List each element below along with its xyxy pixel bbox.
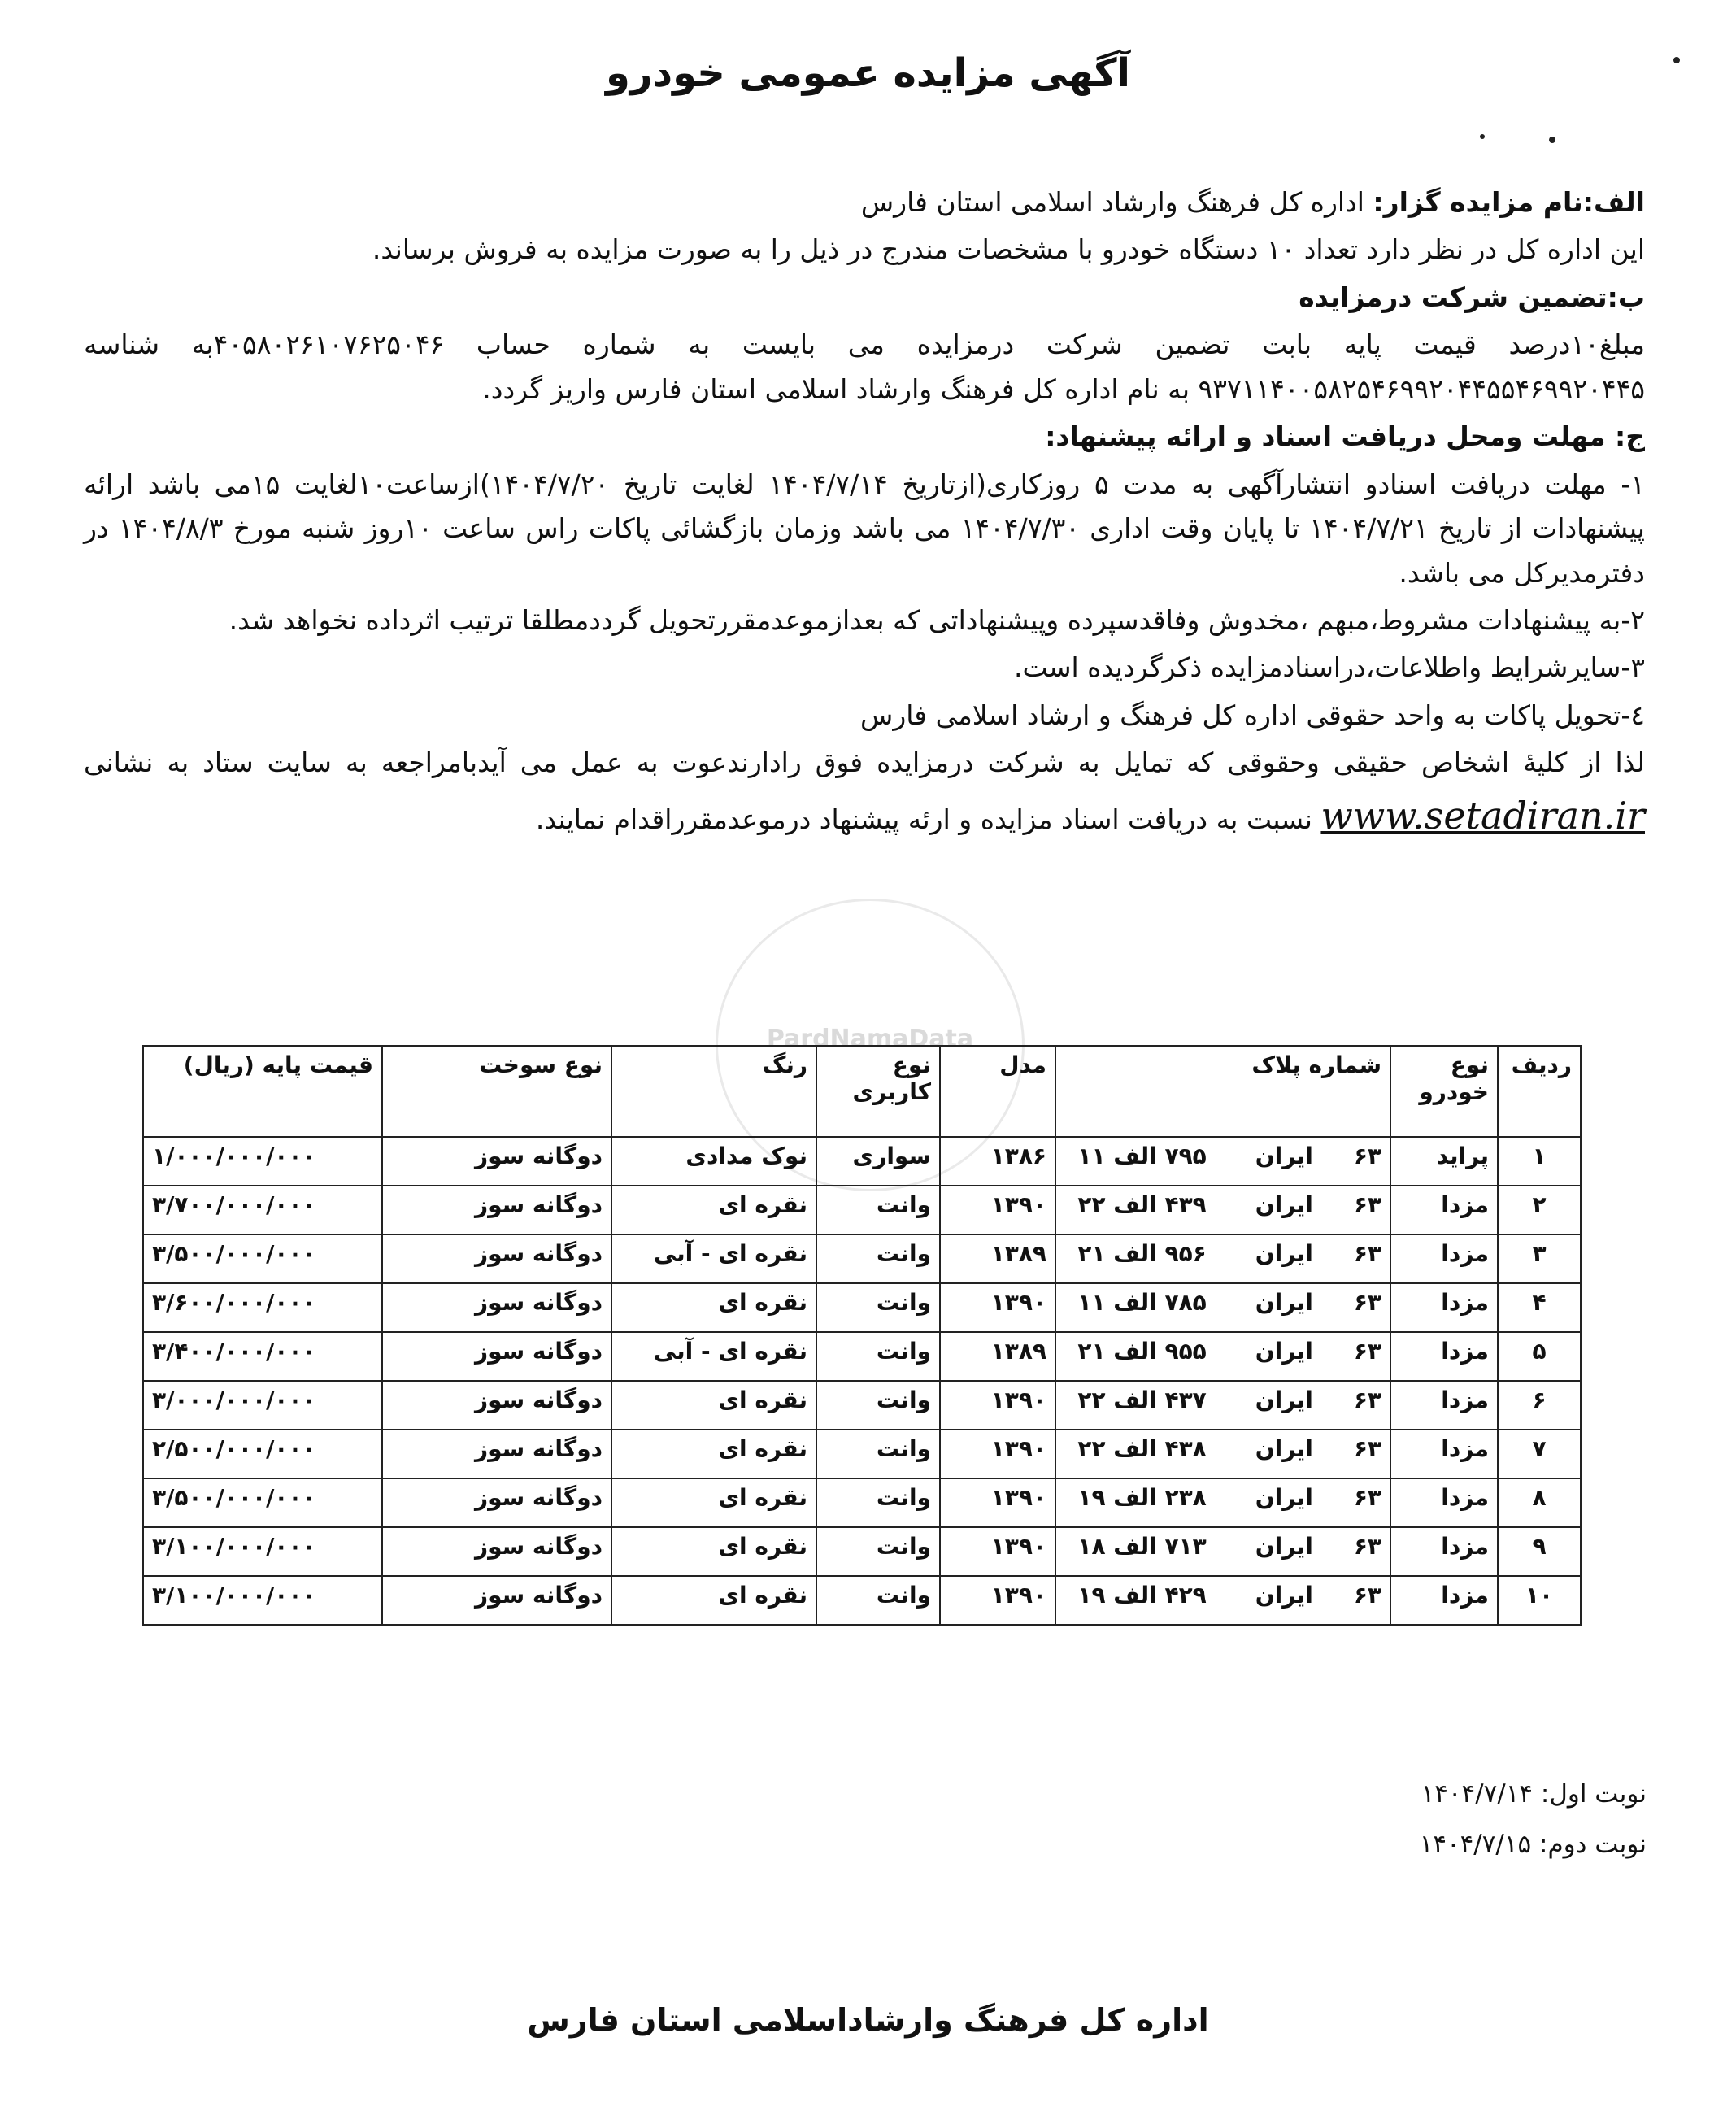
cell-row: ۲ <box>1498 1186 1581 1234</box>
plate-code: ۶۳ <box>1353 1289 1381 1316</box>
cell-row: ۱۰ <box>1498 1576 1581 1625</box>
cell-plate <box>1055 1283 1390 1332</box>
table-row <box>143 1283 1581 1332</box>
plate-code: ۶۳ <box>1353 1338 1381 1365</box>
cell-price: ۳/۷۰۰/۰۰۰/۰۰۰ <box>143 1186 382 1234</box>
cell-price: ۳/۰۰۰/۰۰۰/۰۰۰ <box>143 1381 382 1430</box>
cell-vehicle: مزدا <box>1390 1576 1498 1625</box>
cell-fuel: دوگانه سوز <box>382 1283 611 1332</box>
cell-model: ۱۳۹۰ <box>940 1381 1055 1430</box>
cell-vehicle: پراید <box>1390 1137 1498 1186</box>
cell-color: نقره ای - آبی <box>611 1234 816 1283</box>
cell-plate <box>1055 1478 1390 1527</box>
cell-usage: وانت <box>816 1186 940 1234</box>
cell-color: نقره ای <box>611 1527 816 1576</box>
cell-color: نقره ای <box>611 1381 816 1430</box>
plate-region: ایران <box>1255 1289 1313 1316</box>
cell-vehicle: مزدا <box>1390 1478 1498 1527</box>
plate-region: ایران <box>1255 1387 1313 1413</box>
plate-code: ۶۳ <box>1353 1484 1381 1511</box>
plate-code: ۶۳ <box>1353 1387 1381 1413</box>
cell-fuel: دوگانه سوز <box>382 1576 611 1625</box>
scan-dot <box>1480 134 1485 139</box>
cell-fuel: دوگانه سوز <box>382 1381 611 1430</box>
condition-item-4: ٤-تحویل پاکات به واحد حقوقی اداره کل فرهنگ و ارشاد اسلامی فارس <box>860 699 1645 731</box>
intro-paragraph: این اداره کل در نظر دارد تعداد ۱۰ دستگاه خودرو با مشخصات مندرج در ذیل را به صورت مزایده به فروش برساند. <box>372 233 1645 266</box>
cell-plate <box>1055 1234 1390 1283</box>
plate-region: ایران <box>1255 1191 1313 1218</box>
invite-text: لذا از کلیهٔ اشخاص حقیقی وحقوقی که تمایل به شرکت درمزایده فوق رادارندعوت به عمل می آیدبامراجعه به سایت ستاد به نشانی <box>84 747 1645 779</box>
cell-usage: وانت <box>816 1430 940 1478</box>
plate-number: ۴۳۷ الف ۲۲ <box>1077 1387 1207 1413</box>
cell-fuel: دوگانه سوز <box>382 1137 611 1186</box>
cell-color: نقره ای <box>611 1186 816 1234</box>
cell-color: نقره ای <box>611 1478 816 1527</box>
cell-model: ۱۳۹۰ <box>940 1478 1055 1527</box>
cell-row: ۸ <box>1498 1478 1581 1527</box>
cell-fuel: دوگانه سوز <box>382 1478 611 1527</box>
cell-price: ۳/۴۰۰/۰۰۰/۰۰۰ <box>143 1332 382 1381</box>
cell-usage: وانت <box>816 1283 940 1332</box>
plate-code: ۶۳ <box>1353 1240 1381 1267</box>
cell-fuel: دوگانه سوز <box>382 1430 611 1478</box>
plate-number: ۹۵۵ الف ۲۱ <box>1077 1338 1207 1365</box>
col-price: قیمت پایه (ریال) <box>143 1046 382 1137</box>
cell-model: ۱۳۹۰ <box>940 1430 1055 1478</box>
plate-code: ۶۳ <box>1353 1191 1381 1218</box>
table-row <box>143 1576 1581 1625</box>
first-publication-date: ۱۴۰۴/۷/۱۴ <box>1421 1779 1534 1809</box>
table-row <box>143 1478 1581 1527</box>
vehicle-table-wrapper <box>142 1045 1582 1626</box>
plate-region: ایران <box>1255 1484 1313 1511</box>
cell-plate <box>1055 1576 1390 1625</box>
plate-region: ایران <box>1255 1143 1313 1169</box>
cell-usage: وانت <box>816 1332 940 1381</box>
table-row <box>143 1137 1581 1186</box>
auctioneer-name: اداره کل فرهنگ وارشاد اسلامی استان فارس <box>860 186 1364 218</box>
plate-code: ۶۳ <box>1353 1533 1381 1560</box>
cell-price: ۲/۵۰۰/۰۰۰/۰۰۰ <box>143 1430 382 1478</box>
cell-fuel: دوگانه سوز <box>382 1234 611 1283</box>
cell-model: ۱۳۹۰ <box>940 1576 1055 1625</box>
table-row <box>143 1234 1581 1283</box>
plate-number: ۷۱۳ الف ۱۸ <box>1077 1533 1207 1560</box>
cell-row: ۶ <box>1498 1381 1581 1430</box>
cell-color: نقره ای <box>611 1430 816 1478</box>
plate-number: ۴۲۹ الف ۱۹ <box>1077 1582 1207 1609</box>
cell-model: ۱۳۸۹ <box>940 1332 1055 1381</box>
table-row <box>143 1186 1581 1234</box>
plate-number: ۲۳۸ الف ۱۹ <box>1077 1484 1207 1511</box>
scan-dot <box>1549 137 1555 143</box>
plate-number: ۴۳۹ الف ۲۲ <box>1077 1191 1207 1218</box>
cell-vehicle: مزدا <box>1390 1527 1498 1576</box>
cell-model: ۱۳۸۶ <box>940 1137 1055 1186</box>
page-title: آگهی مزایده عمومی خودرو <box>606 50 1130 96</box>
cell-vehicle: مزدا <box>1390 1234 1498 1283</box>
plate-number: ۷۸۵ الف ۱۱ <box>1077 1289 1207 1316</box>
plate-number: ۴۳۸ الف ۲۲ <box>1077 1435 1207 1462</box>
cell-usage: وانت <box>816 1234 940 1283</box>
plate-code: ۶۳ <box>1353 1143 1381 1169</box>
plate-region: ایران <box>1255 1582 1313 1609</box>
cell-vehicle: مزدا <box>1390 1332 1498 1381</box>
cell-plate <box>1055 1332 1390 1381</box>
cell-row: ۹ <box>1498 1527 1581 1576</box>
cell-row: ۱ <box>1498 1137 1581 1186</box>
cell-plate <box>1055 1186 1390 1234</box>
auctioneer-line <box>84 181 1645 224</box>
plate-code: ۶۳ <box>1353 1435 1381 1462</box>
cell-fuel: دوگانه سوز <box>382 1186 611 1234</box>
col-model: مدل <box>940 1046 1055 1137</box>
cell-price: ۳/۵۰۰/۰۰۰/۰۰۰ <box>143 1234 382 1283</box>
plate-number: ۷۹۵ الف ۱۱ <box>1077 1143 1207 1169</box>
condition-item-3: ۳-سایرشرایط واطلاعات،دراسنادمزایده ذکرگردیده است. <box>1013 651 1645 684</box>
col-color: رنگ <box>611 1046 816 1137</box>
plate-region: ایران <box>1255 1338 1313 1365</box>
website-link[interactable]: www.setadiran.ir <box>1320 793 1645 838</box>
col-fuel: نوع سوخت <box>382 1046 611 1137</box>
plate-region: ایران <box>1255 1435 1313 1462</box>
cell-model: ۱۳۸۹ <box>940 1234 1055 1283</box>
cell-color: نقره ای <box>611 1283 816 1332</box>
cell-model: ۱۳۹۰ <box>940 1186 1055 1234</box>
cell-price: ۳/۵۰۰/۰۰۰/۰۰۰ <box>143 1478 382 1527</box>
col-usage: نوع کاربری <box>816 1046 940 1137</box>
first-publication <box>1421 1779 1647 1809</box>
cell-usage: وانت <box>816 1527 940 1576</box>
footer-signature: اداره کل فرهنگ وارشاداسلامی استان فارس <box>527 2002 1209 2038</box>
cell-price: ۳/۱۰۰/۰۰۰/۰۰۰ <box>143 1527 382 1576</box>
second-publication-label: نوبت دوم: <box>1539 1830 1647 1859</box>
guarantee-heading: ب:تضمین شرکت درمزایده <box>1299 281 1645 313</box>
col-plate: شماره پلاک <box>1055 1046 1390 1137</box>
col-vehicle: نوع خودرو <box>1390 1046 1498 1137</box>
watermark-text: PardNamaData <box>766 1025 974 1053</box>
vehicle-table <box>142 1045 1582 1626</box>
table-body <box>143 1137 1581 1625</box>
cell-usage: وانت <box>816 1381 940 1430</box>
col-row: ردیف <box>1498 1046 1581 1137</box>
auctioneer-label: الف:نام مزایده گزار: <box>1373 186 1645 218</box>
cell-row: ۴ <box>1498 1283 1581 1332</box>
invite-end: نسبت به دریافت اسناد مزایده و ارئه پیشنهاد درموعدمقرراقدام نمایند. <box>535 803 1312 835</box>
cell-row: ۵ <box>1498 1332 1581 1381</box>
cell-fuel: دوگانه سوز <box>382 1527 611 1576</box>
first-publication-label: نوبت اول: <box>1540 1779 1647 1809</box>
cell-price: ۳/۱۰۰/۰۰۰/۰۰۰ <box>143 1576 382 1625</box>
guarantee-paragraph: مبلغ۱۰درصد قیمت پایه بابت تضمین شرکت درمزایده می بایست به شماره حساب ۴۰۵۸۰۲۶۱۰۷۶۲۵۰۴۶به شناسه ۹۳۷۱۱۴۰۰۵۸۲۵۴۶۹۹۲۰۴۴۵۵۴۶۹۹۲۰۴۴۵ به نام اداره کل فرهنگ وارشاد اسلامی استان فارس واریز گردد. <box>84 329 1646 405</box>
table-row <box>143 1381 1581 1430</box>
cell-row: ۷ <box>1498 1430 1581 1478</box>
second-publication <box>1420 1830 1647 1859</box>
plate-region: ایران <box>1255 1240 1313 1267</box>
cell-usage: سواری <box>816 1137 940 1186</box>
cell-model: ۱۳۹۰ <box>940 1283 1055 1332</box>
table-row <box>143 1332 1581 1381</box>
invite-paragraph <box>84 741 1645 847</box>
plate-region: ایران <box>1255 1533 1313 1560</box>
cell-color: نقره ای - آبی <box>611 1332 816 1381</box>
cell-color: نقره ای <box>611 1576 816 1625</box>
cell-usage: وانت <box>816 1478 940 1527</box>
plate-code: ۶۳ <box>1353 1582 1381 1609</box>
cell-row: ۳ <box>1498 1234 1581 1283</box>
table-header-row <box>143 1046 1581 1137</box>
second-publication-date: ۱۴۰۴/۷/۱۵ <box>1419 1830 1532 1859</box>
cell-usage: وانت <box>816 1576 940 1625</box>
table-row <box>143 1430 1581 1478</box>
cell-price: ۳/۶۰۰/۰۰۰/۰۰۰ <box>143 1283 382 1332</box>
cell-plate <box>1055 1527 1390 1576</box>
cell-vehicle: مزدا <box>1390 1283 1498 1332</box>
cell-vehicle: مزدا <box>1390 1430 1498 1478</box>
plate-number: ۹۵۶ الف ۲۱ <box>1077 1240 1207 1267</box>
cell-price: ۱/۰۰۰/۰۰۰/۰۰۰ <box>143 1137 382 1186</box>
cell-vehicle: مزدا <box>1390 1381 1498 1430</box>
cell-plate <box>1055 1137 1390 1186</box>
cell-fuel: دوگانه سوز <box>382 1332 611 1381</box>
cell-color: نوک مدادی <box>611 1137 816 1186</box>
deadline-heading: ج: مهلت ومحل دریافت اسناد و ارائه پیشنهاد: <box>1045 420 1645 453</box>
cell-plate <box>1055 1381 1390 1430</box>
cell-model: ۱۳۹۰ <box>940 1527 1055 1576</box>
notice-body <box>84 181 1645 851</box>
cell-vehicle: مزدا <box>1390 1186 1498 1234</box>
cell-plate <box>1055 1430 1390 1478</box>
table-row <box>143 1527 1581 1576</box>
condition-item-2: ۲-به پیشنهادات مشروط،مبهم ،مخدوش وفاقدسپرده وپیشنهاداتی که بعدازموعدمقررتحویل گرددمطلقا ترتیب اثرداده نخواهد شد. <box>228 603 1645 636</box>
condition-item-1: ۱- مهلت دریافت اسنادو انتشارآگهی به مدت ۵ روزکاری(ازتاریخ ۱۴۰۴/۷/۱۴ لغایت تاریخ ۱۴۰۴/۷/۲۰)ازساعت۱۰لغایت ۱۵می باشد ارائه پیشنهادات از تاریخ ۱۴۰۴/۷/۲۱ تا پایان وقت اداری ۱۴۰۴/۷/۳۰ می باشد وزمان بازگشائی پاکات راس ساعت ۱۰روز شنبه مورخ ۱۴۰۴/۸/۳ در دفترمدیرکل می باشد. <box>84 468 1645 589</box>
